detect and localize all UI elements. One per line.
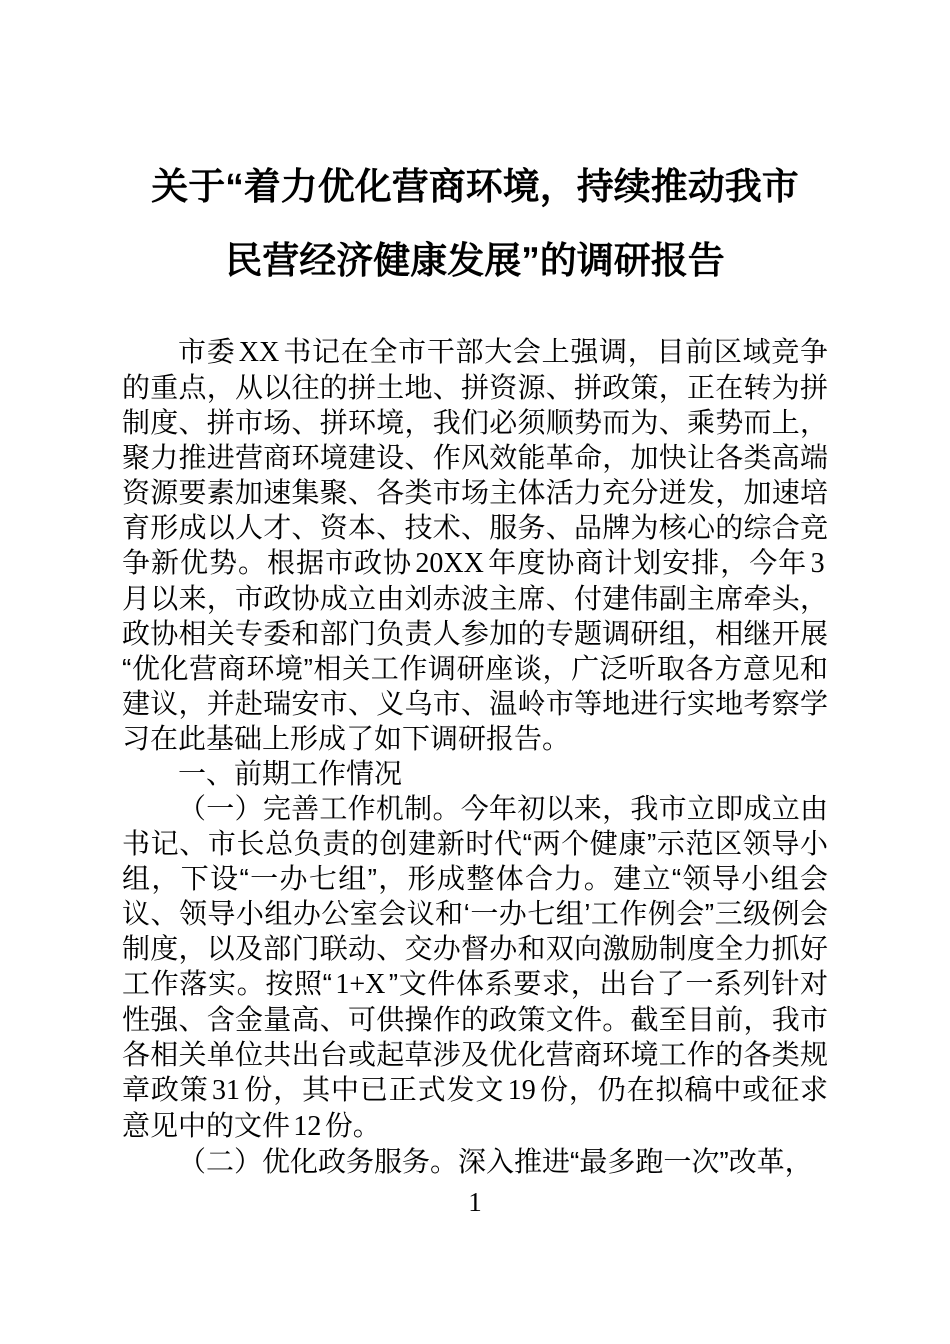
paragraph-section1-item1: （一）完善工作机制。今年初以来，我市立即成立由书记、市长总负责的创建新时代“两个健康”示范区领导小组，下设“一办七组”，形成整体合力。建立“领导小组会议、领导小组办公室会议和‘一办七组’工作例会”三级例会制度，以及部门联动、交办督办和双向激励制度全力抓好工作落实。按照“ 1+X ”文件体系要求，出台了一系列针对性强、含金量高、可供操作的政策文件。截至目前，我市各相关单位共出台或起草涉及优化营商环境工作的各类规章政策 31 份，其中已正式发文 19 份，仍在拟稿中或征求意见中的文件 12 份。 [122, 793, 829, 1142]
document-title-line-2: 民营经济健康发展”的调研报告 [225, 240, 725, 281]
section-heading-1: 一、前期工作情况 [178, 758, 403, 789]
page-number: 1 [468, 1187, 482, 1217]
document-title-line-1: 关于“着力优化营商环境，持续推动我市 [151, 166, 799, 207]
paragraph-section1-item2: （二）优化政务服务。深入推进“最多跑一次”改革， [178, 1146, 813, 1177]
document-body [122, 334, 828, 1179]
paragraph-intro: 市委 XX 书记在全市干部大会上强调，目前区域竞争的重点，从以往的拼土地、拼资源、拼政策，正在转为拼制度、拼市场、拼环境，我们必须顺势而为、乘势而上，聚力推进营商环境建设、作风效能革命，加快让各类高端资源要素加速集聚、各类市场主体活力充分迸发，加速培育形成以人才、资本、技术、服务、品牌为核心的综合竞争新优势。根据市政协 20XX 年度协商计划安排，今年 3月以来，市政协成立由刘赤波主席、付建伟副主席牵头，政协相关专委和部门负责人参加的专题调研组，相继开展“优化营商环境”相关工作调研座谈，广泛听取各方意见和建议，并赴瑞安市、义乌市、温岭市等地进行实地考察学习在此基础上形成了如下调研报告。 [122, 336, 828, 754]
document-title [0, 0, 950, 298]
